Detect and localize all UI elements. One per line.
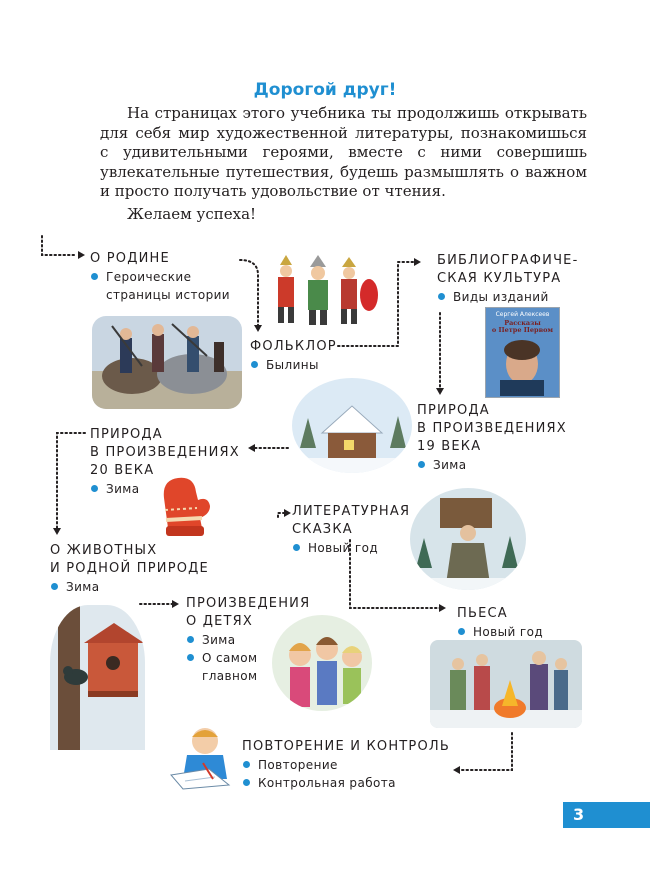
section-folklor: [250, 338, 337, 374]
section-title-line: ПРОИЗВЕДЕНИЯ: [186, 596, 311, 611]
bullet-item: Зима: [50, 578, 209, 596]
cavalry-illustration: [92, 316, 242, 409]
bullet-item: О самом: [186, 649, 310, 667]
wish-text: Желаем успеха!: [127, 205, 257, 223]
section-title-line: О ДЕТЯХ: [186, 614, 254, 629]
bullet-item: Контрольная работа: [242, 774, 450, 792]
birdhouse-illustration: [50, 605, 145, 750]
bogatyrs-illustration: [272, 255, 382, 327]
section-title-line: ПРИРОДА: [417, 403, 490, 418]
page-title: Дорогой друг!: [253, 80, 397, 100]
section-title-line: О ЖИВОТНЫХ: [50, 543, 158, 558]
section-title-line: СКАЯ КУЛЬТУРА: [437, 271, 562, 286]
bullet-item: Героические: [90, 268, 230, 286]
bullet-item: Зима: [90, 480, 240, 498]
bullet-item: Былины: [250, 356, 337, 374]
bullet-item-continuation: главном: [202, 669, 258, 683]
section-title: ПОВТОРЕНИЕ И КОНТРОЛЬ: [242, 739, 450, 754]
book-cover: [485, 307, 560, 398]
woman-firewood-illustration: [410, 488, 526, 590]
bullet-item: Новый год: [457, 623, 543, 641]
section-title-line: В ПРОИЗВЕДЕНИЯХ: [90, 445, 240, 460]
section-zhivotnye: [50, 542, 209, 596]
page-number-badge: 3: [563, 802, 650, 828]
section-pesa: [457, 605, 543, 641]
section-skazka: [292, 503, 410, 557]
book-title: Рассказы о Петре Первом: [491, 319, 554, 334]
bullet-item: Новый год: [292, 539, 410, 557]
section-povtorenie: [242, 738, 450, 792]
children-illustration: [272, 615, 372, 711]
section-title-line: 19 ВЕКА: [417, 439, 482, 454]
bullet-item: Повторение: [242, 756, 450, 774]
bullet-item: Виды изданий: [437, 288, 579, 306]
intro-paragraph: На страницах этого учебника ты продолжишь открывать для себя мир художественной литературы, познакомишься с удивительными героями, вместе с ними совершишь увлекательные путешествия, будешь размышлять о важном и просто получать удовольствие от чтения.: [100, 104, 587, 200]
section-title-line: 20 ВЕКА: [90, 463, 155, 478]
section-title: ПЬЕСА: [457, 606, 508, 621]
play-scene-illustration: [430, 640, 582, 728]
section-priroda-19: [417, 402, 567, 474]
boy-writing-illustration: [165, 723, 235, 791]
section-biblio: [437, 252, 579, 306]
section-title: ФОЛЬКЛОР: [250, 339, 337, 354]
bullet-item-continuation: страницы истории: [106, 288, 231, 302]
section-title-line: СКАЗКА: [292, 522, 353, 537]
section-title-line: БИБЛИОГРАФИЧЕ-: [437, 253, 579, 268]
book-author: Сергей Алексеев: [495, 311, 550, 318]
bullet-item: Зима: [417, 456, 567, 474]
section-title: О РОДИНЕ: [90, 251, 170, 266]
section-title-line: ПРИРОДА: [90, 427, 163, 442]
section-title-line: В ПРОИЗВЕДЕНИЯХ: [417, 421, 567, 436]
winter-house-illustration: [292, 378, 412, 473]
bullet-item: Зима: [186, 631, 310, 649]
section-title-line: И РОДНОЙ ПРИРОДЕ: [50, 561, 209, 576]
section-rodina: [90, 250, 230, 304]
section-title-line: ЛИТЕРАТУРНАЯ: [292, 504, 411, 519]
mitten-illustration: [150, 470, 220, 540]
